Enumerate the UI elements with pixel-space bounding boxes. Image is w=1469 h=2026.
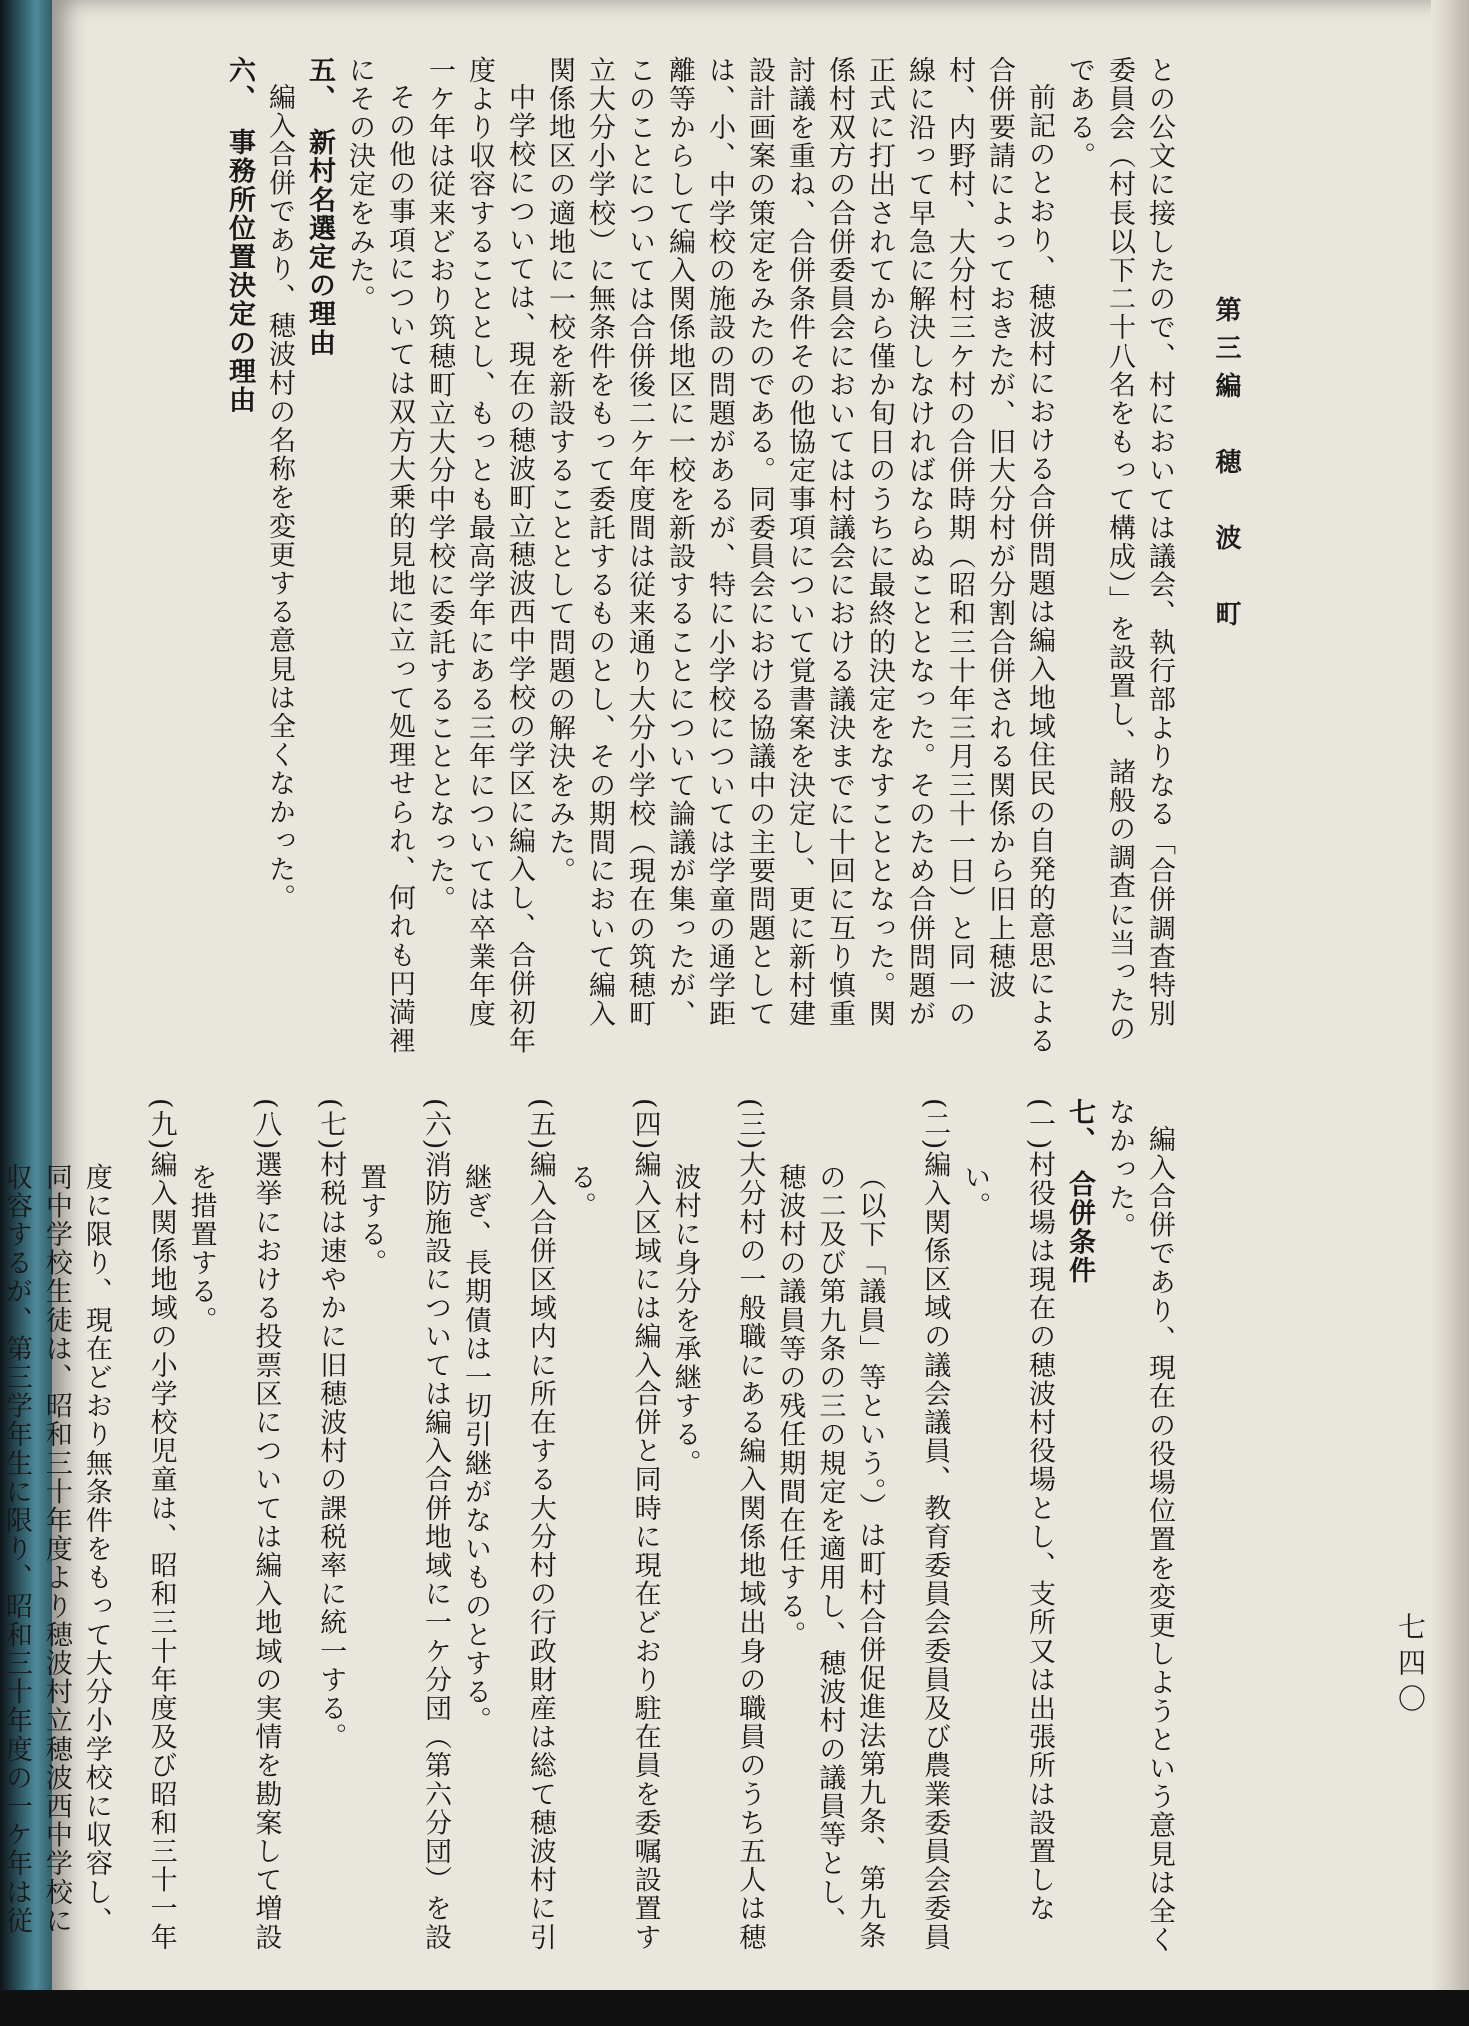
paragraph: 編入合併であり、現在の役場位置を変更しようという意見は全くなかった。 (1104, 1098, 1175, 1955)
list-item (285, 1098, 350, 1956)
item-number: (六) (420, 1098, 452, 1151)
paragraph: 中学校については、現在の穂波町立穂波西中学校の学区に編入し、合併初年度より収容することとし、もっとも最高学年にある三年については卒業年度一ケ年は従来どおり筑穂町立大分中学校に委託することとなった。 (424, 56, 535, 1056)
paragraph: その他の事項については双方大乗的見地に立って処理せられ、何れも円満裡にその決定をみた。 (344, 56, 415, 1056)
list-item (560, 1098, 665, 1956)
list-item (350, 1098, 455, 1956)
scan-bottom-shadow (0, 1990, 1469, 2026)
list-item (954, 1098, 1059, 1956)
bottom-text-block (0, 1098, 1179, 1956)
top-text-block (179, 56, 1179, 1056)
item-number: (三) (734, 1098, 766, 1151)
list-item (665, 1098, 770, 1956)
item-number: (五) (524, 1098, 556, 1151)
item-text: 編入区域には編入合併と同時に現在どおり駐在員を委嘱設置する。 (564, 1150, 661, 1952)
item-text: 選挙における投票区については編入地域の実情を勘案して増設を措置する。 (185, 1150, 282, 1952)
page-header-title: 第三編 穂 波 町 (1211, 296, 1241, 638)
item-text: 村役場は現在の穂波村役場とし、支所又は出張所は設置しない。 (959, 1150, 1055, 1924)
list-item (181, 1098, 286, 1956)
item-text: 消防施設については編入合併地域に一ケ分団（第六分団）を設置する。 (355, 1150, 452, 1952)
item-number: (八) (250, 1098, 282, 1151)
item-number: (四) (629, 1098, 661, 1151)
section-heading-7: 七、 合併条件 (1064, 1098, 1095, 1285)
item-text: 編入関係地域の小学校児童は、昭和三十年度及び昭和三十一年度に限り、現在どおり無条件をもって大分小学校に収容し、同中学校生徒は、昭和三十年度より穂波村立穂波西中学校に収容するが、第三学年生に限り、昭和三十年度の一ケ年は従 (0, 1150, 177, 1952)
item-text: 編入関係区域の議会議員、教育委員会委員及び農業委員会委員（以下「議員」等という。）は町村合併促進法第九条、第九条の二及び第九条の三の規定を適用し、穂波村の議員等とし、穂波村の議員等の残任期間在任する。 (774, 1150, 951, 1952)
page-number: 七四〇 (1394, 1612, 1427, 1720)
section-heading-5: 五、 新村名選定の理由 (304, 56, 335, 358)
item-number: (一) (1024, 1098, 1055, 1151)
item-text: 編入合併区域内に所在する大分村の行政財産は総て穂波村に引継ぎ、長期債は一切引継がないものとする。 (460, 1150, 556, 1952)
item-number: (二) (919, 1098, 951, 1151)
item-number: (九) (145, 1098, 177, 1151)
list-item (769, 1098, 954, 1956)
paragraph: 前記のとおり、穂波村における合併問題は編入地域住民の自発的意思による合併要請によっておきたが、旧大分村が分割合併される関係から旧上穂波村、内野村、大分村三ケ村の合併時期（昭和三十年三月三十一日）と同一の線に沿って早急に解決しなければならぬこととなった。そのため合併問題が正式に打出されてから僅か旬日のうちに最終的決定をなすこととなった。関係村双方の合併委員会においては村議会における議決までに十回に互り慎重討議を重ね、合併条件その他協定事項について覚書案を決定し、更に新村建設計画案の策定をみたのである。同委員会における協議中の主要問題としては、小、中学校の施設の問題があるが、特に小学校については学童の通学距離等からして編入関係地区に一校を新設することについて論議が集ったが、このことについては合併後二ケ年度間は従来通り大分小学校（現在の筑穂町立大分小学校）に無条件をもって委託するものとし、その期間において編入関係地区の適地に一校を新設することとして問題の解決をみた。 (544, 56, 1055, 1056)
page-edge (1431, 0, 1469, 2026)
list-item (0, 1098, 181, 1956)
item-number: (七) (315, 1098, 347, 1151)
list-item (455, 1098, 560, 1956)
section-heading-6: 六、 事務所位置決定の理由 (224, 56, 255, 415)
paragraph: との公文に接したので、村においては議会、執行部よりなる「合併調査特別委員会（村長以下二十八名をもって構成）」を設置し、諸般の調査に当ったのである。 (1064, 56, 1175, 1044)
paragraph: 編入合併であり、穂波村の名称を変更する意見は全くなかった。 (264, 83, 295, 913)
item-text: 村税は速やかに旧穂波村の課税率に統一する。 (315, 1150, 347, 1752)
item-text: 大分村の一般職にある編入関係地域出身の職員のうち五人は穂波村に身分を承継する。 (669, 1150, 766, 1952)
